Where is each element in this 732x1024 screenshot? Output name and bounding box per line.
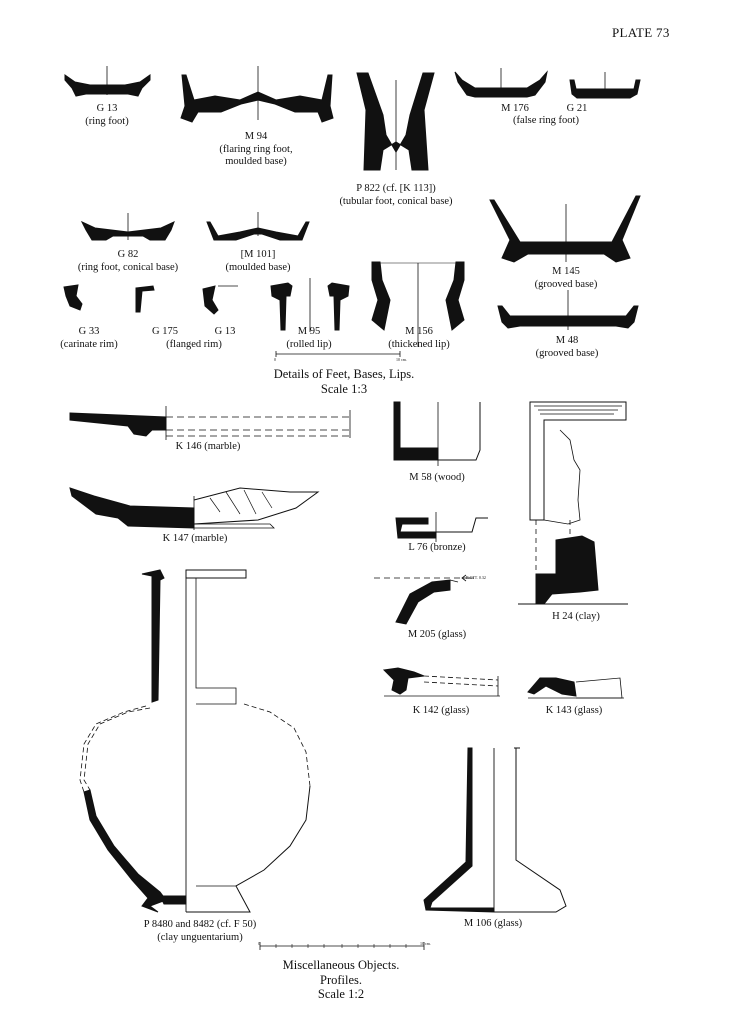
label-g13-ring-foot: G 13 (ring foot) (85, 103, 129, 127)
m95-profile (271, 278, 349, 332)
m106-profile (424, 748, 566, 912)
k146-profile (70, 406, 350, 440)
label-m95: M 95 (rolled lip) (286, 326, 332, 350)
label-m101: [M 101] (moulded base) (225, 249, 291, 273)
m205-profile (374, 575, 474, 624)
m145-profile (490, 196, 640, 262)
label-k143: K 143 (glass) (545, 705, 603, 716)
label-g21: G 21 (566, 103, 588, 114)
p8480-unguentarium-profile (80, 570, 310, 912)
label-k146: K 146 (marble) (175, 441, 241, 452)
label-m176: M 176 (501, 103, 529, 114)
label-g82: G 82 (ring foot, conical base) (77, 249, 179, 273)
m58-profile (394, 402, 480, 466)
label-m58: M 58 (wood) (409, 472, 465, 483)
m48-profile (498, 290, 638, 330)
label-k147: K 147 (marble) (162, 533, 228, 544)
section2-caption: Miscellaneous Objects. Profiles. Scale 1:2 (282, 958, 400, 1001)
label-h24: H 24 (clay) (552, 611, 600, 622)
label-l76: L 76 (bronze) (408, 542, 466, 553)
label-g13-flanged: G 13 (214, 326, 236, 337)
plate-title: PLATE 73 (612, 25, 670, 40)
g13-ring-foot-profile (65, 66, 150, 96)
label-p822: P 822 (cf. [K 113]) (tubular foot, conical base) (339, 183, 453, 207)
scale-bar-1to2 (260, 942, 424, 950)
section1-caption: Details of Feet, Bases, Lips. Scale 1:3 (273, 367, 415, 396)
m94-profile (181, 66, 333, 122)
label-k142: K 142 (glass) (412, 705, 470, 716)
h24-profile (518, 402, 628, 604)
label-p8480: P 8480 and 8482 (cf. F 50) (clay unguentarium) (143, 919, 257, 943)
k142-profile (384, 668, 500, 696)
m101-profile (207, 212, 309, 240)
label-m205: M 205 (glass) (407, 629, 467, 640)
m205-note: B.CTT. 0.32 (466, 575, 486, 580)
g33-profile (64, 285, 82, 310)
label-flanged-rim: (flanged rim) (166, 339, 222, 350)
label-m48: M 48 (grooved base) (535, 335, 599, 359)
label-m106: M 106 (glass) (463, 918, 523, 929)
g82-profile (82, 213, 174, 240)
scale1-zero: 0 (274, 357, 276, 362)
g13-flanged-profile (203, 286, 238, 314)
k143-profile (528, 678, 624, 698)
scale2-ten: 10 cm. (420, 941, 431, 946)
label-m156: M 156 (thickened lip) (388, 326, 450, 350)
label-g33: G 33 (carinate rim) (60, 326, 118, 350)
scale-bar-1to3 (276, 351, 400, 357)
g175-profile (136, 286, 154, 312)
p822-profile (357, 73, 434, 170)
k147-profile (70, 488, 318, 530)
label-m94: M 94 (flaring ring foot, moulded base) (219, 131, 293, 167)
label-m145: M 145 (grooved base) (534, 266, 598, 290)
label-g175: G 175 (152, 326, 178, 337)
g21-profile (570, 72, 640, 98)
l76-profile (396, 512, 488, 542)
scale2-zero: 0 (258, 941, 260, 946)
scale1-ten: 10 cm. (396, 357, 407, 362)
label-false-ring-foot: (false ring foot) (513, 115, 579, 126)
m176-profile (455, 68, 547, 97)
